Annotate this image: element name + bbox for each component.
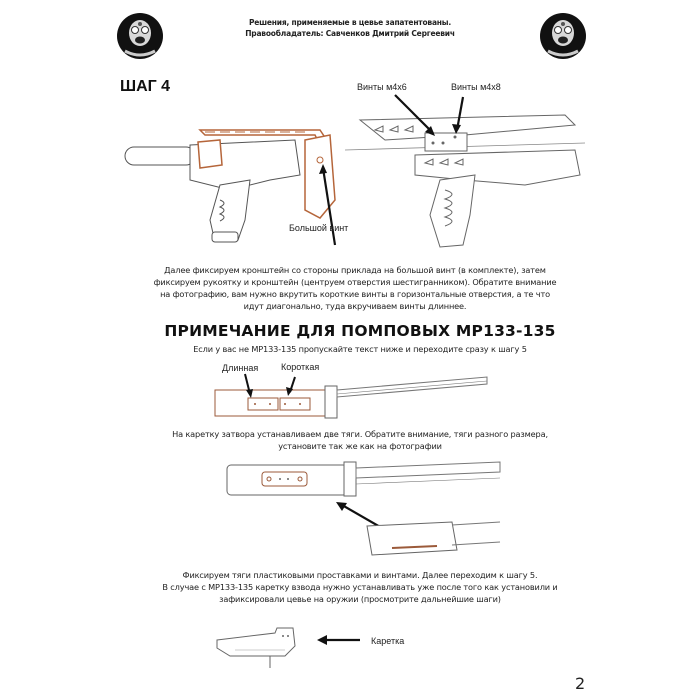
label-long-rod: Длинная	[222, 363, 259, 373]
rods-illustration	[215, 372, 495, 422]
step4-instructions	[130, 264, 580, 312]
label-short-rod: Короткая	[281, 362, 320, 372]
mascot-face-icon	[540, 13, 586, 59]
patent-holder-line: Правообладатель: Савченков Дмитрий Сергеевич	[245, 29, 455, 38]
logo-left	[117, 13, 163, 59]
page-number: 2	[575, 674, 586, 693]
patent-notice	[200, 17, 500, 39]
step4-instructions-line: фиксируем рукоятку и кронштейн (центруем отверстия шестигранником). Обратите внимание	[153, 277, 557, 287]
note-subtitle: Если у вас не МР133-135 пропускайте текст ниже и переходите сразу к шагу 5	[193, 344, 527, 354]
label-carriage: Каретка	[371, 636, 405, 646]
step4-instructions-line: Далее фиксируем кронштейн со стороны приклада на большой винт (в комплекте), затем	[164, 265, 546, 275]
note-instructions-line: В случае с МР133-135 каретку взвода нужно устанавливать уже после того как установили и	[162, 582, 558, 592]
rods-installed-illustration	[222, 460, 502, 565]
note-instructions-2	[140, 569, 580, 605]
label-screws-m4x6: Винты м4х6	[357, 82, 407, 92]
carriage-illustration	[215, 628, 365, 668]
note-title: ПРИМЕЧАНИЕ ДЛЯ ПОМПОВЫХ МР133-135	[164, 322, 556, 340]
step4-instructions-line: на фотографию, вам нужно вкрутить короткие винты в горизонтальные отверстия, а те что	[160, 289, 550, 299]
step-title: ШАГ 4	[120, 78, 171, 95]
note-instructions-1	[140, 428, 580, 452]
note-instructions-line: установите так же как на фотографии	[278, 441, 442, 451]
label-big-screw: Большой винт	[289, 223, 349, 233]
mascot-face-icon	[117, 13, 163, 59]
step4-right-illustration	[345, 95, 585, 255]
patent-notice-line1: Решения, применяемые в цевье запатентованы.	[248, 18, 452, 27]
step4-instructions-line: идут диагонально, туда вкручиваем винты длиннее.	[243, 301, 467, 311]
note-instructions-line: зафиксировали цевье на оружии (просмотрите дальнейшие шаги)	[219, 594, 501, 604]
logo-right	[540, 13, 586, 59]
label-screws-m4x8: Винты м4х8	[451, 82, 501, 92]
note-instructions-line: Фиксируем тяги пластиковыми проставками и винтами. Далее переходим к шагу 5.	[182, 570, 538, 580]
note-instructions-line: На каретку затвора устанавливаем две тяги. Обратите внимание, тяги разного размера,	[172, 429, 548, 439]
